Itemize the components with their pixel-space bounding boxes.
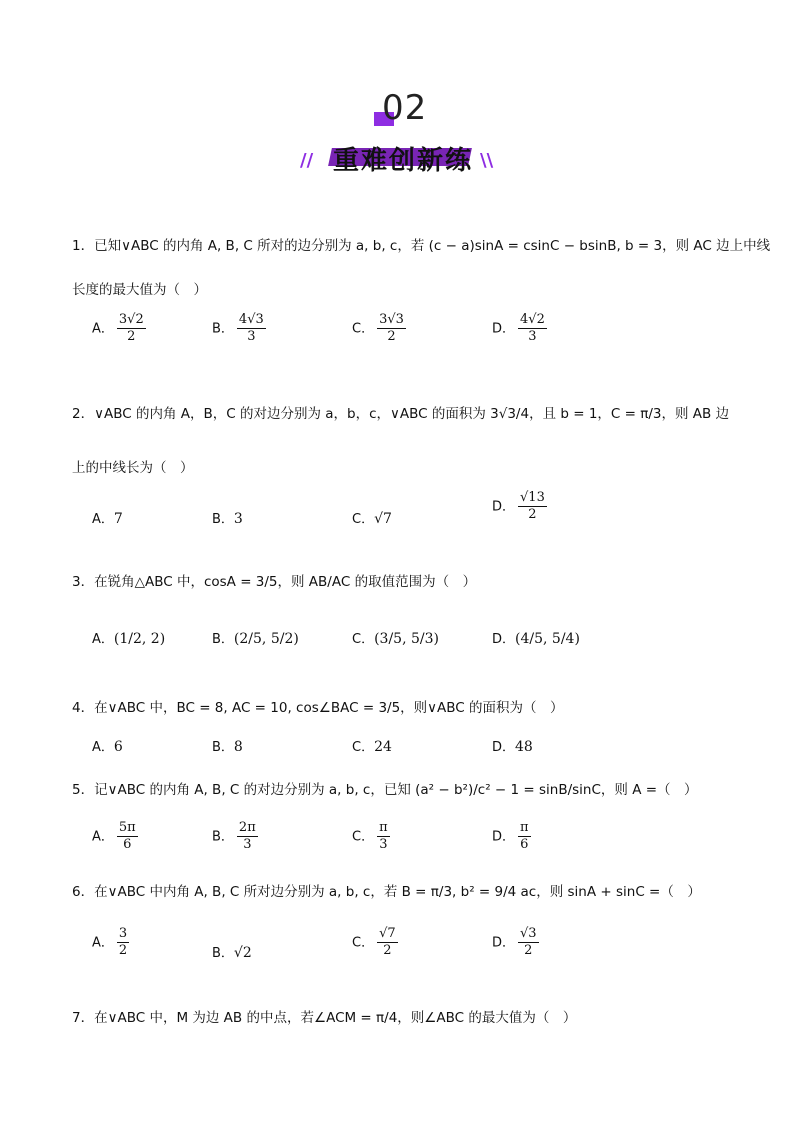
option-value: 48	[515, 739, 533, 755]
option-fraction: $\frac{3√2}{2}$	[118, 312, 144, 344]
option-value: 6	[113, 739, 123, 755]
question-6-option-b[interactable]	[212, 942, 252, 961]
question-4-option-d[interactable]	[492, 736, 533, 755]
question-3-option-a[interactable]	[92, 628, 165, 647]
question-3-option-b[interactable]	[212, 628, 299, 647]
option-label: B．	[212, 512, 234, 527]
option-fraction: $\frac{4√3}{3}$	[238, 312, 264, 344]
question-3-option-d[interactable]	[492, 628, 580, 647]
question-3-line-1: 3．在锐角△ABC 中，cosA = 3/5，则 AB/AC 的取值范围为（ ）	[72, 574, 477, 590]
option-value: √2	[233, 945, 252, 961]
section-number: 02	[382, 88, 428, 128]
question-6-line-1: 6．在∨ABC 中内角 A, B, C 所对边分别为 a, b, c，若 B = π/3, b² = 9/4 ac，则 sinA + sinC =（ ）	[72, 884, 701, 900]
option-fraction: $\frac{4√2}{3}$	[520, 312, 545, 344]
section-title: 重难创新练	[332, 146, 473, 176]
question-1-line-2: 长度的最大值为（ ）	[72, 282, 207, 298]
question-5-line-1: 5．记∨ABC 的内角 A, B, C 的对边分别为 a, b, c，已知 (a² − b²)/c² − 1 = sinB/sinC，则 A =（ ）	[72, 782, 698, 798]
section-number-badge	[372, 88, 432, 136]
option-fraction: $\frac{3}{2}$	[118, 926, 128, 958]
question-2-option-c[interactable]	[352, 508, 392, 527]
option-value: 8	[233, 739, 243, 755]
option-value: (3/5, 5/3)	[374, 631, 439, 647]
option-label: C．	[352, 740, 375, 755]
option-label: D．	[492, 632, 516, 647]
question-2-option-a[interactable]	[92, 508, 123, 527]
option-label: B．	[212, 829, 234, 845]
question-7-line-1: 7．在∨ABC 中，M 为边 AB 的中点，若∠ACM = π/4，则∠ABC 的最大值为（ ）	[72, 1010, 577, 1026]
option-value: 7	[113, 511, 123, 527]
option-label: C．	[352, 512, 375, 527]
option-label: D．	[492, 321, 516, 337]
question-5-option-b[interactable]	[212, 820, 261, 853]
option-label: C．	[352, 321, 375, 337]
option-label: D．	[492, 740, 516, 755]
question-4-option-b[interactable]	[212, 736, 243, 755]
option-label: D．	[492, 829, 516, 845]
option-fraction: $\frac{√13}{2}$	[520, 490, 545, 522]
option-fraction: $\frac{\pi}{6}$	[520, 820, 529, 852]
option-label: D．	[492, 935, 516, 951]
option-label: B．	[212, 946, 234, 961]
option-label: D．	[492, 499, 516, 515]
question-3-option-c[interactable]	[352, 628, 439, 647]
option-label: A．	[92, 829, 114, 845]
question-1-option-a[interactable]	[92, 312, 149, 345]
question-6-option-d[interactable]	[492, 926, 542, 959]
question-2-line-1: 2．∨ABC 的内角 A，B，C 的对边分别为 a，b，c，∨ABC 的面积为 3√3/4，且 b = 1，C = π/3，则 AB 边	[72, 406, 730, 422]
question-5-option-d[interactable]	[492, 820, 534, 853]
question-1-line-1: 1．已知∨ABC 的内角 A, B, C 所对的边分别为 a, b, c，若 (c − a)sinA = csinC − bsinB, b = 3，则 AC 边上中线	[72, 238, 771, 254]
option-value: 3	[233, 511, 243, 527]
option-value: √7	[374, 511, 392, 527]
option-fraction: $\frac{3√3}{2}$	[379, 312, 404, 344]
option-label: B．	[212, 740, 234, 755]
option-value: (4/5, 5/4)	[515, 631, 580, 647]
option-value: 24	[374, 739, 392, 755]
question-4-option-a[interactable]	[92, 736, 123, 755]
option-label: C．	[352, 935, 375, 951]
option-label: B．	[212, 321, 234, 337]
option-label: A．	[92, 935, 114, 951]
left-slash-decoration: //	[300, 150, 314, 171]
option-value: (1/2, 2)	[113, 631, 166, 647]
option-fraction: $\frac{\pi}{3}$	[379, 820, 388, 852]
option-label: A．	[92, 321, 114, 337]
option-label: C．	[352, 829, 375, 845]
option-label: A．	[92, 740, 114, 755]
option-value: (2/5, 5/2)	[233, 631, 299, 647]
question-2-option-d[interactable]	[492, 490, 550, 523]
question-6-option-a[interactable]	[92, 926, 132, 959]
option-label: A．	[92, 512, 114, 527]
question-1-option-b[interactable]	[212, 312, 269, 345]
option-fraction: $\frac{5\pi}{6}$	[118, 820, 136, 852]
option-label: B．	[212, 632, 234, 647]
option-label: A．	[92, 632, 114, 647]
option-fraction: $\frac{√7}{2}$	[379, 926, 396, 958]
question-5-option-c[interactable]	[352, 820, 393, 853]
question-1-option-c[interactable]	[352, 312, 409, 345]
question-2-option-b[interactable]	[212, 508, 243, 527]
question-2-line-2: 上的中线长为（ ）	[72, 460, 194, 476]
question-4-line-1: 4．在∨ABC 中，BC = 8, AC = 10, cos∠BAC = 3/5，则∨ABC 的面积为（ ）	[72, 700, 564, 716]
option-fraction: $\frac{2\pi}{3}$	[238, 820, 256, 852]
question-4-option-c[interactable]	[352, 736, 392, 755]
question-5-option-a[interactable]	[92, 820, 141, 853]
question-1-option-d[interactable]	[492, 312, 550, 345]
question-6-option-c[interactable]	[352, 926, 401, 959]
right-slash-decoration: \\	[480, 150, 494, 171]
option-label: C．	[352, 632, 375, 647]
option-fraction: $\frac{√3}{2}$	[520, 926, 537, 958]
